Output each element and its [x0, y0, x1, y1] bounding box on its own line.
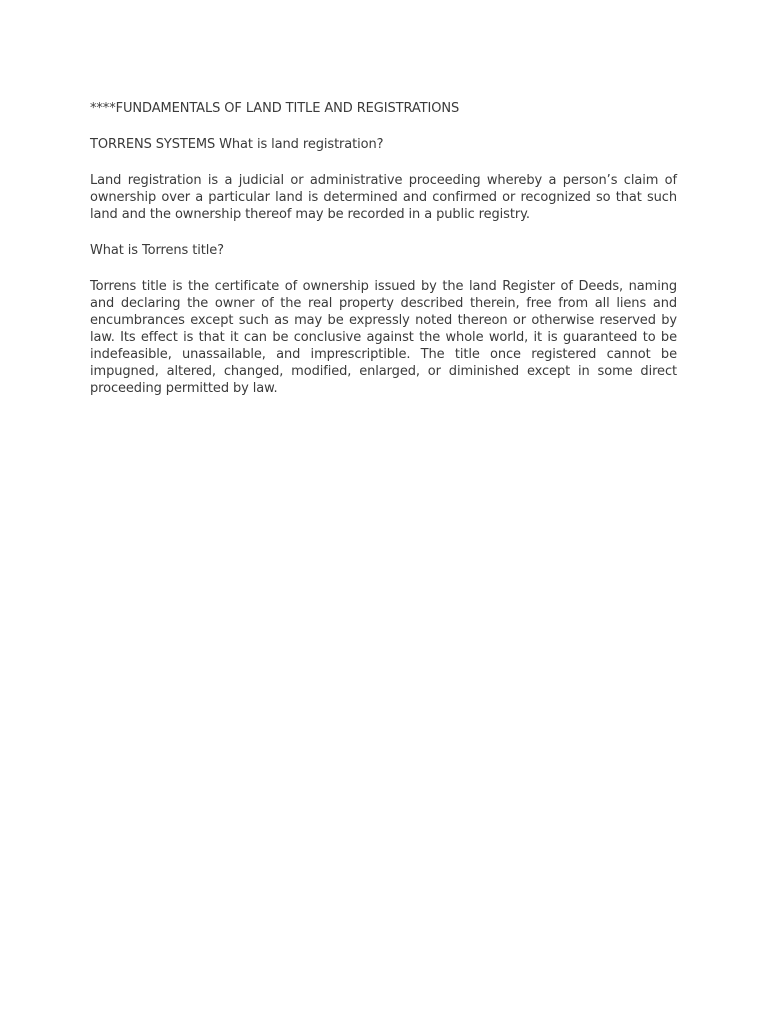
- document-title: ****FUNDAMENTALS OF LAND TITLE AND REGISTRATIONS: [90, 101, 460, 116]
- paragraph-torrens-title: Torrens title is the certificate of ownership issued by the land Register of Deeds, naming and declaring the owner of the real property described therein, free from all liens and encumbrances except such as may be expressly noted thereon or otherwise reserved by law. Its effect is that it can be conclusive against the whole world, it is guaranteed to be indefeasible, unassailable, and imprescriptible. The title once registered cannot be impugned, altered, changed, modified, enlarged, or diminished except in some direct proceeding permitted by law.: [90, 279, 677, 396]
- document-body: [90, 100, 677, 416]
- question-torrens-title: What is Torrens title?: [90, 243, 224, 258]
- section-heading: TORRENS SYSTEMS What is land registration?: [90, 137, 384, 152]
- paragraph-land-registration: Land registration is a judicial or administrative proceeding whereby a person’s claim of ownership over a particular land is determined and confirmed or recognized so that such land and the ownership thereof may be recorded in a public registry.: [90, 173, 677, 222]
